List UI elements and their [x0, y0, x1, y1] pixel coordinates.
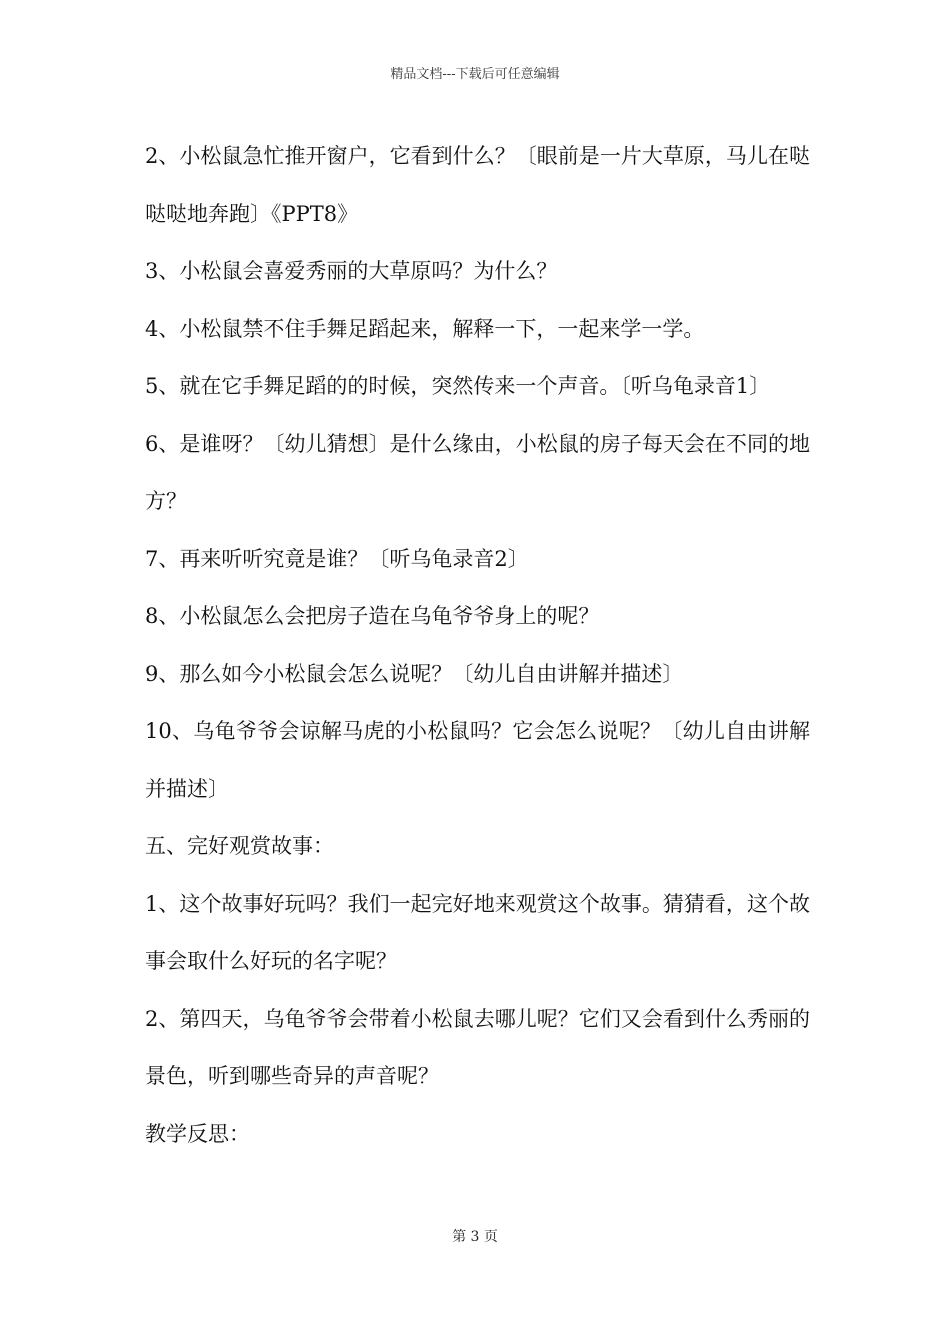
paragraph-story-1: 1、这个故事好玩吗？我们一起完好地来观赏这个故事。猜猜看，这个故事会取什么好玩的名字呢？	[145, 891, 810, 973]
page-number: 第 3 页	[452, 1229, 498, 1245]
paragraph-story-2: 2、第四天，乌龟爷爷会带着小松鼠去哪儿呢？它们又会看到什么秀丽的景色，听到哪些奇异的声音呢？	[145, 1006, 810, 1088]
document-body	[145, 128, 810, 1163]
paragraph-question-7: 7、再来听听究竟是谁？〔听乌龟录音2〕	[145, 546, 529, 571]
paragraph-question-6: 6、是谁呀？〔幼儿猜想〕是什么缘由，小松鼠的房子每天会在不同的地方？	[145, 431, 810, 513]
paragraph-question-9: 9、那么如今小松鼠会怎么说呢？〔幼儿自由讲解并描述〕	[145, 661, 684, 686]
paragraph-question-4: 4、小松鼠禁不住手舞足蹈起来，解释一下，一起来学一学。	[145, 316, 705, 341]
page-header: 精品文档---下载后可任意编辑	[390, 67, 560, 82]
paragraph-question-10: 10、乌龟爷爷会谅解马虎的小松鼠吗？它会怎么说呢？〔幼儿自由讲解并描述〕	[145, 719, 810, 801]
paragraph-question-8: 8、小松鼠怎么会把房子造在乌龟爷爷身上的呢？	[145, 604, 600, 628]
section-heading-five: 五、完好观赏故事：	[145, 834, 334, 858]
paragraph-question-3: 3、小松鼠会喜爱秀丽的大草原吗？为什么？	[145, 259, 558, 283]
paragraph-question-2: 2、小松鼠急忙推开窗户，它看到什么？〔眼前是一片大草原，马儿在哒哒哒地奔跑〕《PPT8》	[145, 144, 810, 226]
paragraph-question-5: 5、就在它手舞足蹈的的时候，突然传来一个声音。〔听乌龟录音1〕	[145, 374, 771, 398]
section-heading-reflection: 教学反思：	[145, 1121, 250, 1146]
